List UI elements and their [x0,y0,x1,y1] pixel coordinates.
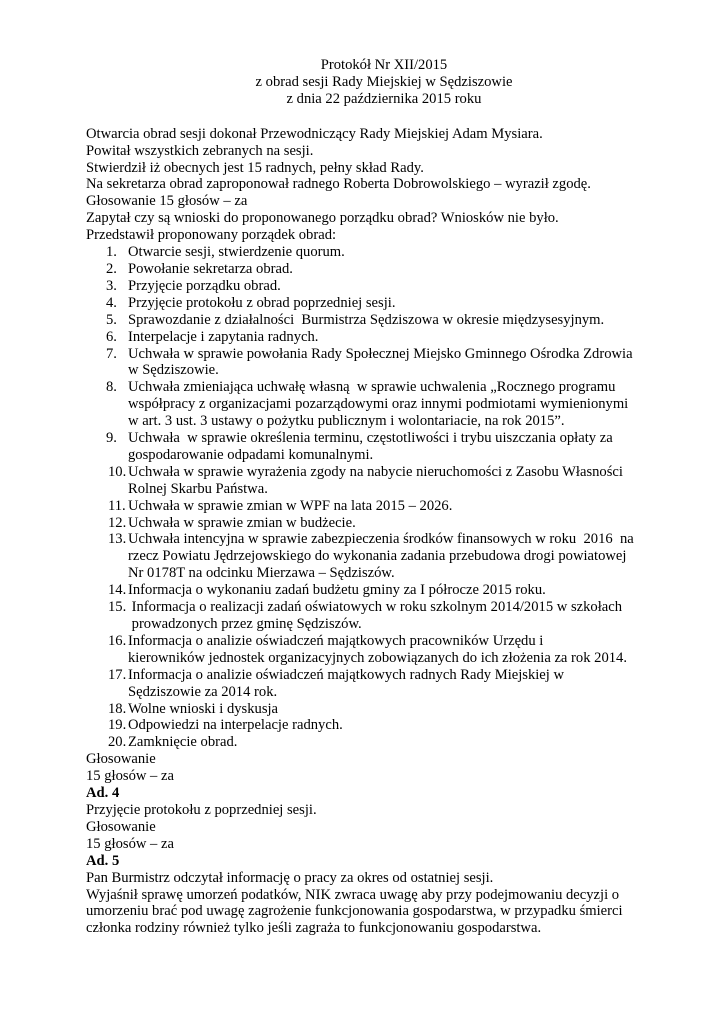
agenda-item-text: Uchwała w sprawie zmian w budżecie. [128,514,356,531]
agenda-item: 12. Uchwała w sprawie zmian w budżecie. [86,515,666,532]
agenda-item-text: Rolnej Skarbu Państwa. [128,480,268,497]
agenda-item-text: Nr 0178T na odcinku Mierzawa – Sędziszów. [128,565,395,582]
agenda-item-text: Informacja o realizacji zadań oświatowych w roku szkolnym 2014/2015 w szkołach [128,599,623,616]
section-text-line: umorzeniu brać pod uwagę zagrożenie funkcjonowania gospodarstwa, w przypadku śmierci [86,903,623,920]
agenda-item-text: Odpowiedzi na interpelacje radnych. [128,717,343,734]
agenda-item-text: prowadzonych przez gminę Sędziszów. [128,616,362,632]
document-subtitle: z obrad sesji Rady Miejskiej w Sędziszowie [255,73,513,90]
agenda-item: 13. Uchwała intencyjna w sprawie zabezpieczenia środków finansowych w roku 2016 na rzecz Powiatu Jędrzejowskiego do wykonania zadania przebudowa drogi powiatowej Nr 0178T na odcinku Mierzawa – Sędziszów. [86,531,666,582]
agenda-item-text: Uchwała w sprawie powołania Rady Społecznej Miejsko Gminnego Ośrodka Zdrowia [128,345,633,362]
agenda-item-text: w Sędziszowie. [128,362,219,379]
agenda-item: 2. Powołanie sekretarza obrad. [86,261,666,278]
agenda-item: 5. Sprawozdanie z działalności Burmistrza Sędziszowa w okresie międzysesyjnym. [86,312,666,329]
agenda-item-text: Sędziszowie za 2014 rok. [128,683,278,700]
agenda-item: 9. Uchwała w sprawie określenia terminu, częstotliwości i trybu uiszczania opłaty za gospodarowanie odpadami komunalnymi. [86,430,666,464]
agenda-item-text: Uchwała w sprawie zmian w WPF na lata 2015 – 2026. [128,497,453,514]
vote-result: 15 głosów – za [86,768,174,785]
agenda-item: 4. Przyjęcie protokołu z obrad poprzedniej sesji. [86,295,666,312]
agenda-item: 16. Informacja o analizie oświadczeń majątkowych pracowników Urzędu i kierowników jednostek organizacyjnych zobowiązanych do ich złożenia za rok 2014. [86,633,666,667]
section-text: Przyjęcie protokołu z poprzedniej sesji. [86,801,317,818]
title-block [102,57,666,108]
agenda-item-text: gospodarowanie odpadami komunalnymi. [128,446,374,463]
agenda-vote [86,751,666,785]
vote-label: Głosowanie [86,751,156,768]
agenda-item-text: Przyjęcie porządku obrad. [128,277,281,294]
intro-line: Głosowanie 15 głosów – za [86,193,248,210]
intro-line: Stwierdził iż obecnych jest 15 radnych, pełny skład Rady. [86,159,424,176]
section-heading: Ad. 5 [86,852,120,869]
agenda-item-text: Wolne wnioski i dyskusja [128,700,279,717]
agenda-item: 1. Otwarcie sesji, stwierdzenie quorum. [86,244,666,261]
vote-label: Głosowanie [86,818,156,835]
agenda-item: 14. Informacja o wykonaniu zadań budżetu gminy za I półrocze 2015 roku. [86,582,666,599]
agenda-item-text: kierowników jednostek organizacyjnych zobowiązanych do ich złożenia za rok 2014. [128,649,627,666]
intro-line: Na sekretarza obrad zaproponował radnego Roberta Dobrowolskiego – wyraził zgodę. [86,176,591,193]
intro-line: Otwarcia obrad sesji dokonał Przewodniczący Rady Miejskiej Adam Mysiara. [86,125,543,142]
agenda-item-text: Sprawozdanie z działalności Burmistrza Sędziszowa w okresie międzysesyjnym. [128,311,605,328]
agenda-item: 10. Uchwała w sprawie wyrażenia zgody na nabycie nieruchomości z Zasobu Własności Rolnej Skarbu Państwa. [86,464,666,498]
agenda-item: 17. Informacja o analizie oświadczeń majątkowych radnych Rady Miejskiej w Sędziszowie za 2014 rok. [86,667,666,701]
intro-line: Zapytał czy są wnioski do proponowanego porządku obrad? Wniosków nie było. [86,210,559,227]
agenda-item-text: Uchwała zmieniająca uchwałę własną w sprawie uchwalenia „Rocznego programu [128,379,616,396]
document-page [86,57,666,937]
agenda-item: 3. Przyjęcie porządku obrad. [86,278,666,295]
intro-line: Przedstawił proponowany porządek obrad: [86,227,337,244]
section-ad5 [86,853,666,938]
agenda-item-text: Informacja o analizie oświadczeń majątkowych radnych Rady Miejskiej w [128,666,565,683]
section-text-line: Wyjaśnił sprawę umorzeń podatków, NIK zwraca uwagę aby przy podejmowaniu decyzji o [86,886,620,903]
agenda-item-text: Informacja o analizie oświadczeń majątkowych pracowników Urzędu i [128,632,544,649]
agenda-item-text: Uchwała intencyjna w sprawie zabezpieczenia środków finansowych w roku 2016 na [128,531,634,548]
agenda-item-text: Zamknięcie obrad. [128,734,238,751]
section-text-line: członka rodziny również tylko jeśli zagraża to funkcjonowaniu gospodarstwa. [86,920,542,937]
section-text-line: Pan Burmistrz odczytał informację o pracy za okres od ostatniej sesji. [86,869,494,886]
agenda-item: 7. Uchwała w sprawie powołania Rady Społecznej Miejsko Gminnego Ośrodka Zdrowia w Sędziszowie. [86,346,666,380]
agenda-item-text: Uchwała w sprawie określenia terminu, częstotliwości i trybu uiszczania opłaty za [128,430,613,447]
agenda-item-text: Powołanie sekretarza obrad. [128,260,293,277]
agenda-item: 6. Interpelacje i zapytania radnych. [86,329,666,346]
section-ad4 [86,785,666,853]
agenda-item: 15. Informacja o realizacji zadań oświatowych w roku szkolnym 2014/2015 w szkołach prowadzonych przez gminę Sędziszów. [86,599,666,633]
document-title: Protokół Nr XII/2015 [320,57,448,73]
agenda-item: 18. Wolne wnioski i dyskusja [86,701,666,718]
agenda-item-text: rzecz Powiatu Jędrzejowskiego do wykonania zadania przebudowa drogi powiatowej [128,548,627,565]
document-date: z dnia 22 października 2015 roku [286,90,482,107]
agenda-item-text: w art. 3 ust. 3 ustawy o pożytku publicznym i wolontariacie, na rok 2015”. [128,413,565,430]
agenda-item-text: Uchwała w sprawie wyrażenia zgody na nabycie nieruchomości z Zasobu Własności [128,463,623,480]
intro-section [86,126,666,244]
agenda-item: 20. Zamknięcie obrad. [86,734,666,751]
section-heading: Ad. 4 [86,785,120,802]
intro-line: Powitał wszystkich zebranych na sesji. [86,142,314,159]
agenda-item-text: współpracy z organizacjami pozarządowymi oraz innymi podmiotami wymienionymi [128,396,629,413]
vote-result: 15 głosów – za [86,835,174,852]
agenda-item: 8. Uchwała zmieniająca uchwałę własną w sprawie uchwalenia „Rocznego programu współpracy z organizacjami pozarządowymi oraz innymi podmiotami wymienionymi w art. 3 ust. 3 ustawy o pożytku publicznym i wolontariacie, na rok 2015”. [86,379,666,430]
agenda-item-text: Przyjęcie protokołu z obrad poprzedniej sesji. [128,294,396,311]
agenda-item-text: Informacja o wykonaniu zadań budżetu gminy za I półrocze 2015 roku. [128,582,546,599]
agenda-item: 19. Odpowiedzi na interpelacje radnych. [86,717,666,734]
agenda-item-text: Interpelacje i zapytania radnych. [128,328,319,345]
agenda-item-text: Otwarcie sesji, stwierdzenie quorum. [128,244,345,261]
agenda-item: 11. Uchwała w sprawie zmian w WPF na lata 2015 – 2026. [86,498,666,515]
agenda-list [86,244,666,751]
